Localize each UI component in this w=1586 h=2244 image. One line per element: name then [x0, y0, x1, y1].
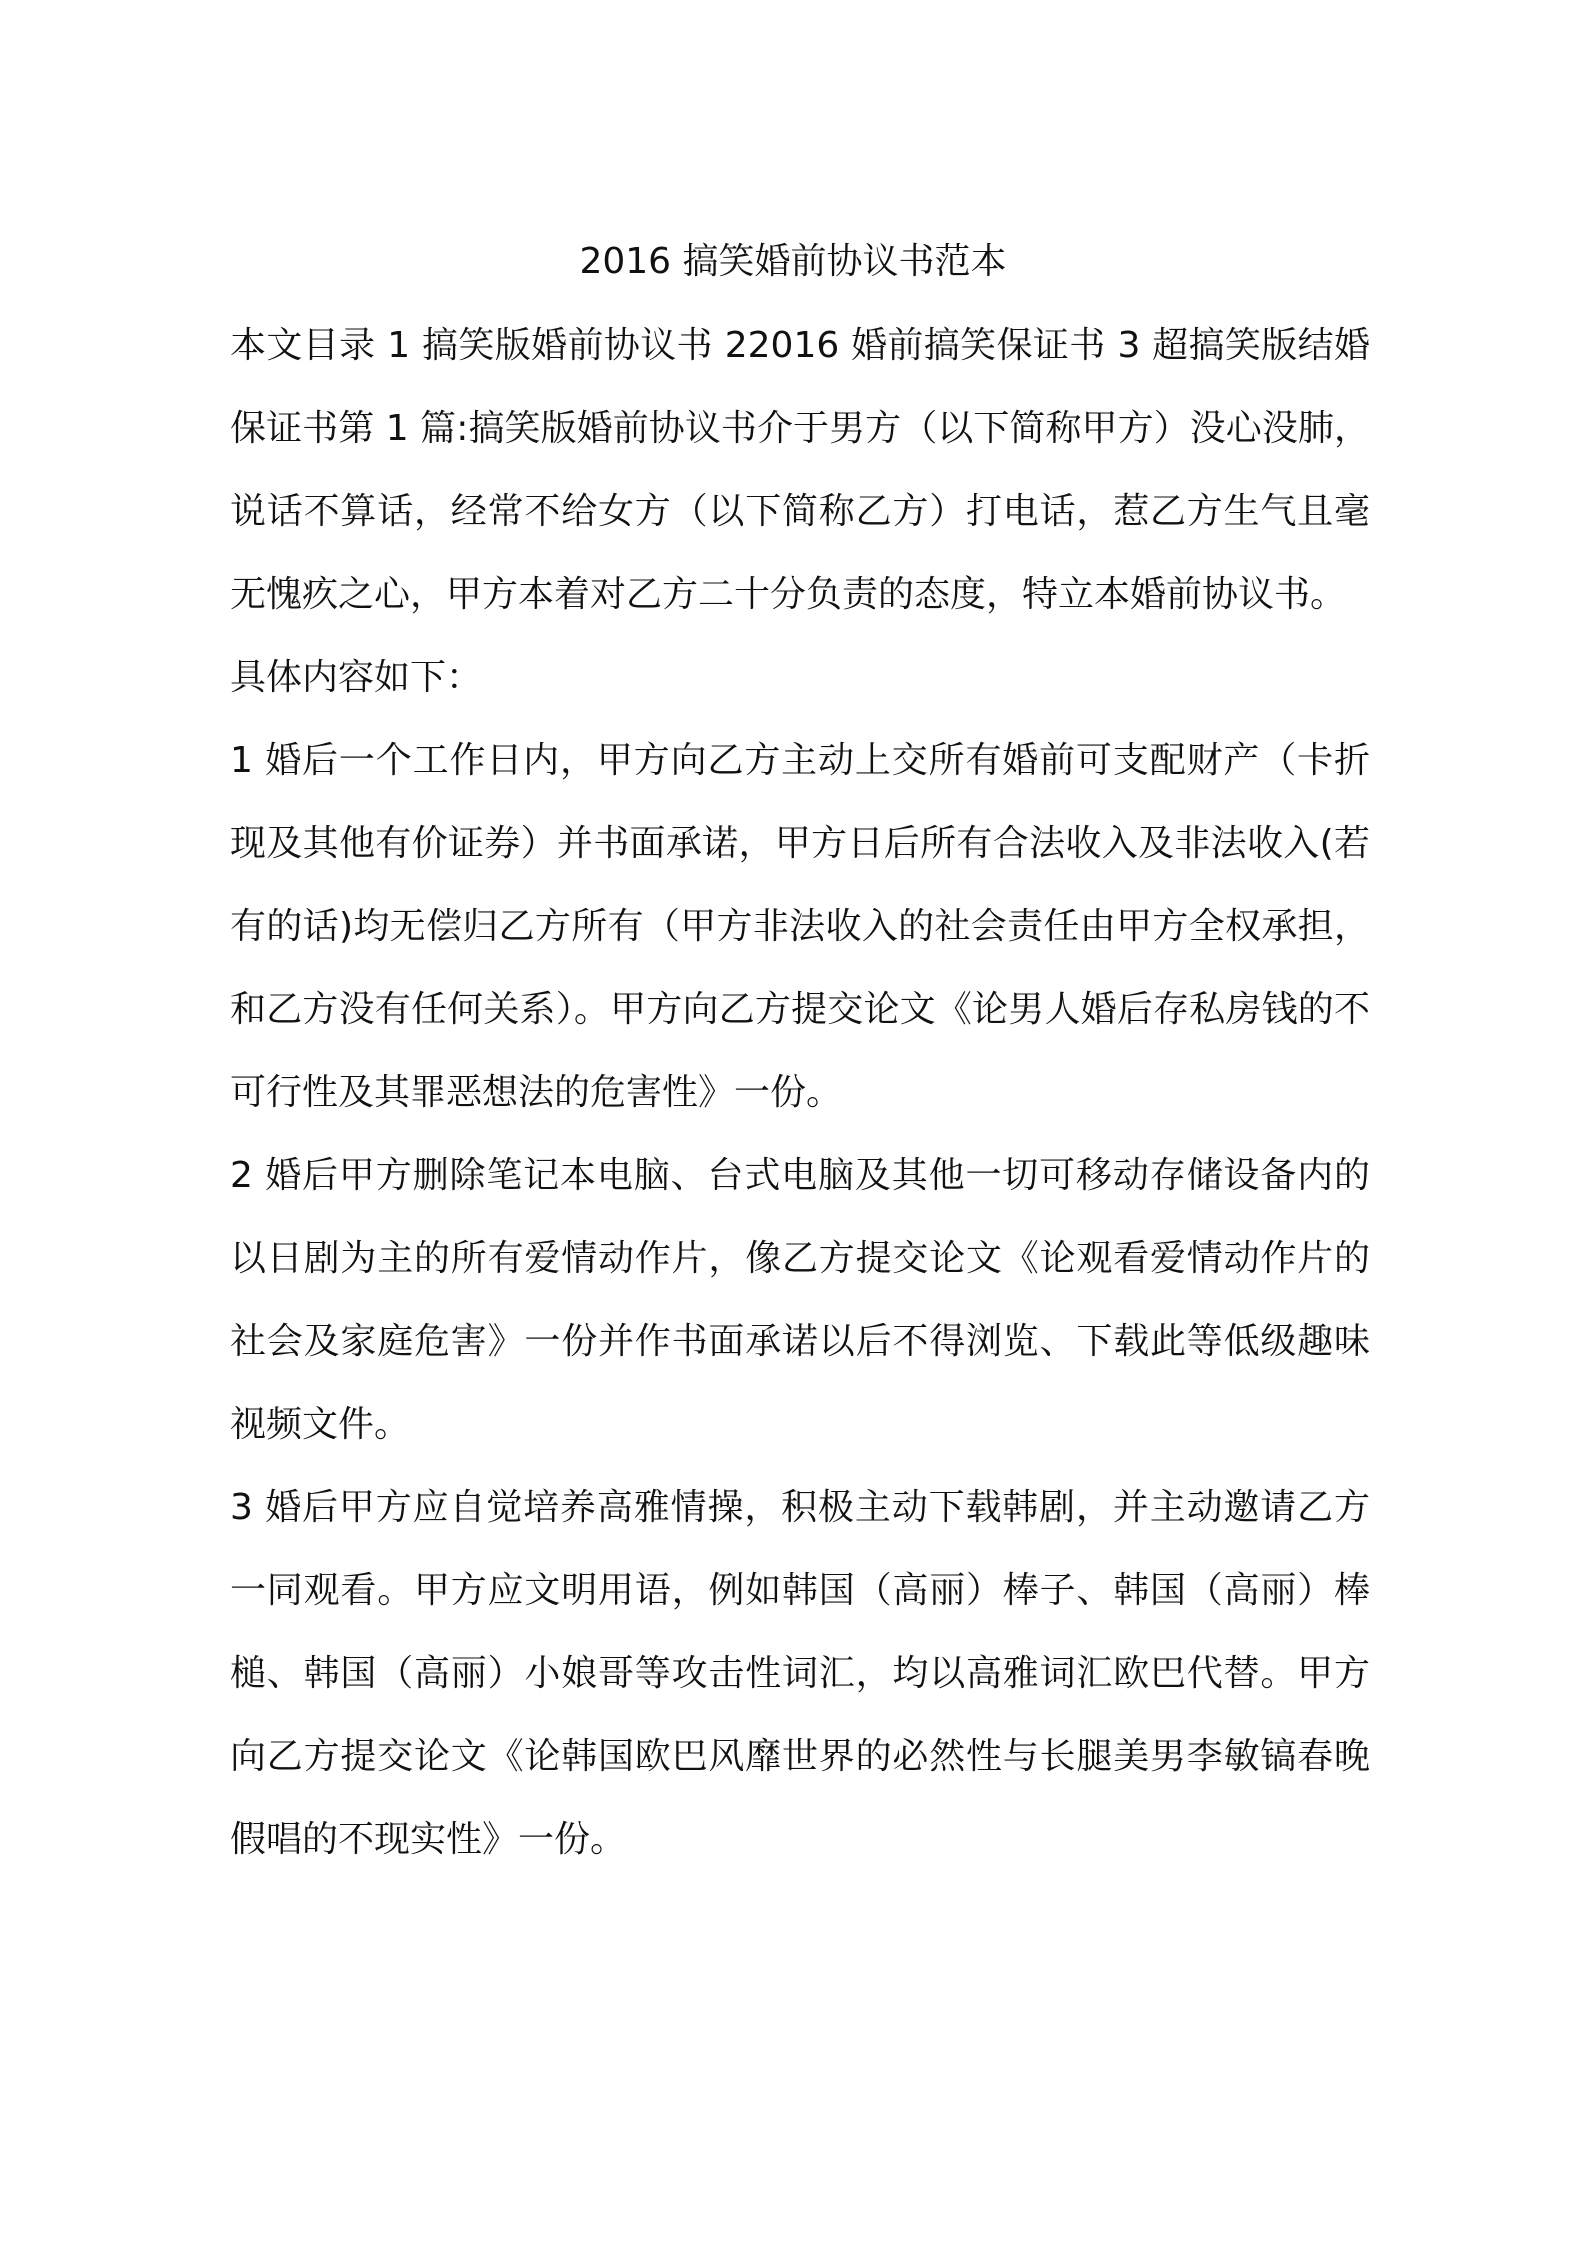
- paragraph-intro: 本文目录 1 搞笑版婚前协议书 22016 婚前搞笑保证书 3 超搞笑版结婚保证书第 1 篇:搞笑版婚前协议书介于男方（以下简称甲方）没心没肺，说话不算话，经常不给女方（以下简称乙方）打电话，惹乙方生气且毫无愧疚之心，甲方本着对乙方二十分负责的态度，特立本婚前协议书。: [230, 325, 1370, 615]
- paragraph-item-2: 2 婚后甲方删除笔记本电脑、台式电脑及其他一切可移动存储设备内的以日剧为主的所有爱情动作片，像乙方提交论文《论观看爱情动作片的社会及家庭危害》一份并作书面承诺以后不得浏览、下载此等低级趣味视频文件。: [230, 1155, 1370, 1445]
- paragraph-item-3: 3 婚后甲方应自觉培养高雅情操，积极主动下载韩剧，并主动邀请乙方一同观看。甲方应文明用语，例如韩国（高丽）棒子、韩国（高丽）棒槌、韩国（高丽）小娘哥等攻击性词汇，均以高雅词汇欧巴代替。甲方向乙方提交论文《论韩国欧巴风靡世界的必然性与长腿美男李敏镐春晚假唱的不现实性》一份。: [230, 1487, 1370, 1860]
- paragraph-item-1: 1 婚后一个工作日内，甲方向乙方主动上交所有婚前可支配财产（卡折现及其他有价证券）并书面承诺，甲方日后所有合法收入及非法收入(若有的话)均无偿归乙方所有（甲方非法收入的社会责任由甲方全权承担，和乙方没有任何关系）。甲方向乙方提交论文《论男人婚后存私房钱的不可行性及其罪恶想法的危害性》一份。: [230, 740, 1370, 1113]
- document-title: 2016 搞笑婚前协议书范本: [579, 241, 1007, 282]
- paragraph-content-heading: 具体内容如下：: [230, 657, 483, 698]
- document-body: [230, 304, 1370, 1881]
